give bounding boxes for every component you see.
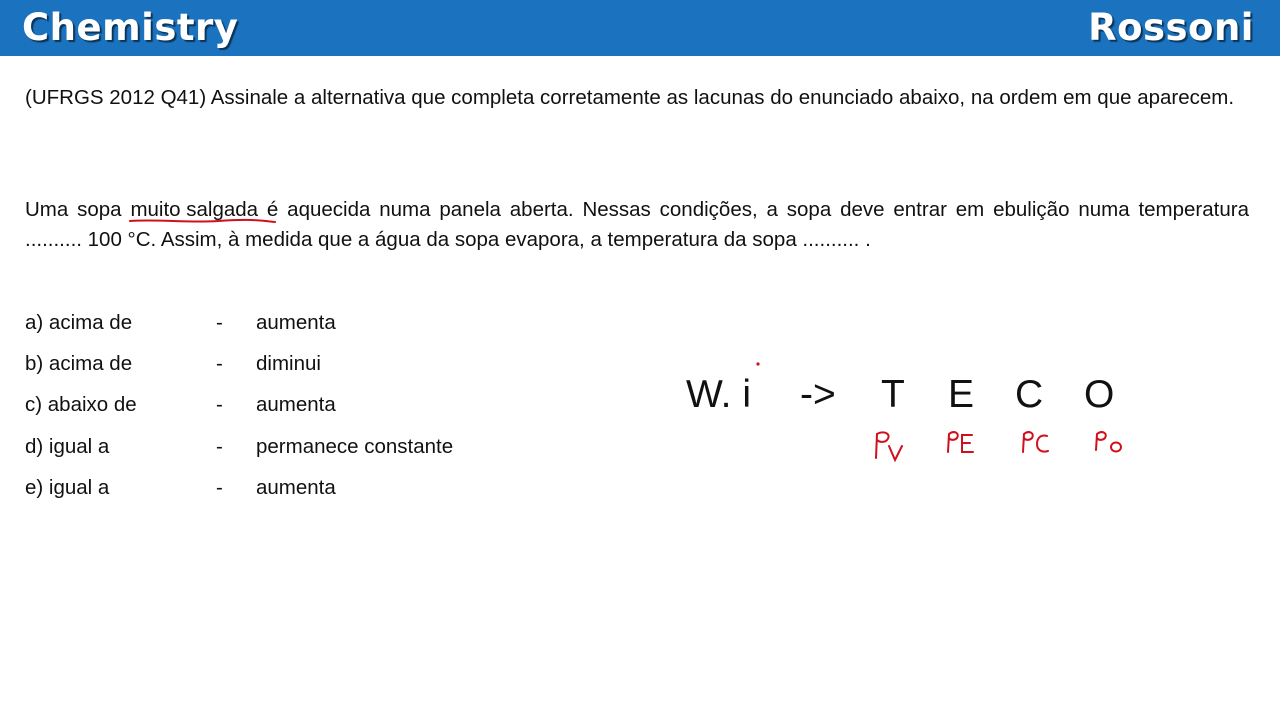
header-bar bbox=[0, 0, 1280, 56]
option-label: a) acima de bbox=[25, 311, 133, 334]
option-answer: aumenta bbox=[256, 393, 336, 416]
question-intro: (UFRGS 2012 Q41) Assinale a alternativa que completa corretamente as lacunas do enunciado abaixo, na ordem em que aparecem. bbox=[25, 86, 1235, 109]
mnemonic-arrow: -> bbox=[800, 373, 836, 416]
option-answer: aumenta bbox=[256, 311, 336, 334]
option-label: d) igual a bbox=[25, 435, 110, 458]
mnemonic-letter-t: T bbox=[881, 373, 905, 416]
option-e[interactable] bbox=[25, 473, 625, 503]
mnemonic-prefix: W. i bbox=[686, 373, 751, 416]
option-dash: - bbox=[216, 476, 223, 499]
option-c[interactable] bbox=[25, 390, 625, 420]
author-name: Rossoni bbox=[1088, 6, 1254, 49]
statement-before: Uma sopa bbox=[25, 198, 131, 221]
option-dash: - bbox=[216, 435, 223, 458]
option-answer: diminui bbox=[256, 352, 321, 375]
question-statement bbox=[25, 195, 1249, 255]
option-label: b) acima de bbox=[25, 352, 133, 375]
handwritten-dot bbox=[755, 361, 761, 367]
option-d[interactable] bbox=[25, 432, 625, 462]
mnemonic-letter-o: O bbox=[1084, 373, 1115, 416]
statement-after: é aquecida numa panela aberta. Nessas condições, a sopa deve entrar em ebulição numa temperatura .......... 100 °C. Assim, à medida que a água da sopa evapora, a temperatura da sopa .......... . bbox=[25, 198, 1249, 251]
annotation-pv bbox=[870, 428, 910, 466]
option-label: c) abaixo de bbox=[25, 393, 137, 416]
option-a[interactable] bbox=[25, 308, 625, 338]
mnemonic-letter-e: E bbox=[948, 373, 975, 416]
option-dash: - bbox=[216, 311, 223, 334]
annotation-pc bbox=[1019, 428, 1053, 460]
highlight-text: muito salgada bbox=[130, 198, 259, 221]
course-title: Chemistry bbox=[22, 6, 239, 49]
handwritten-underline bbox=[128, 217, 278, 225]
option-dash: - bbox=[216, 352, 223, 375]
option-b[interactable] bbox=[25, 349, 625, 379]
option-answer: aumenta bbox=[256, 476, 336, 499]
annotation-pe bbox=[944, 428, 978, 460]
annotation-po bbox=[1092, 428, 1126, 460]
highlight-phrase bbox=[130, 195, 258, 225]
option-dash: - bbox=[216, 393, 223, 416]
option-answer: permanece constante bbox=[256, 435, 454, 458]
mnemonic-letter-c: C bbox=[1015, 373, 1044, 416]
option-label: e) igual a bbox=[25, 476, 110, 499]
